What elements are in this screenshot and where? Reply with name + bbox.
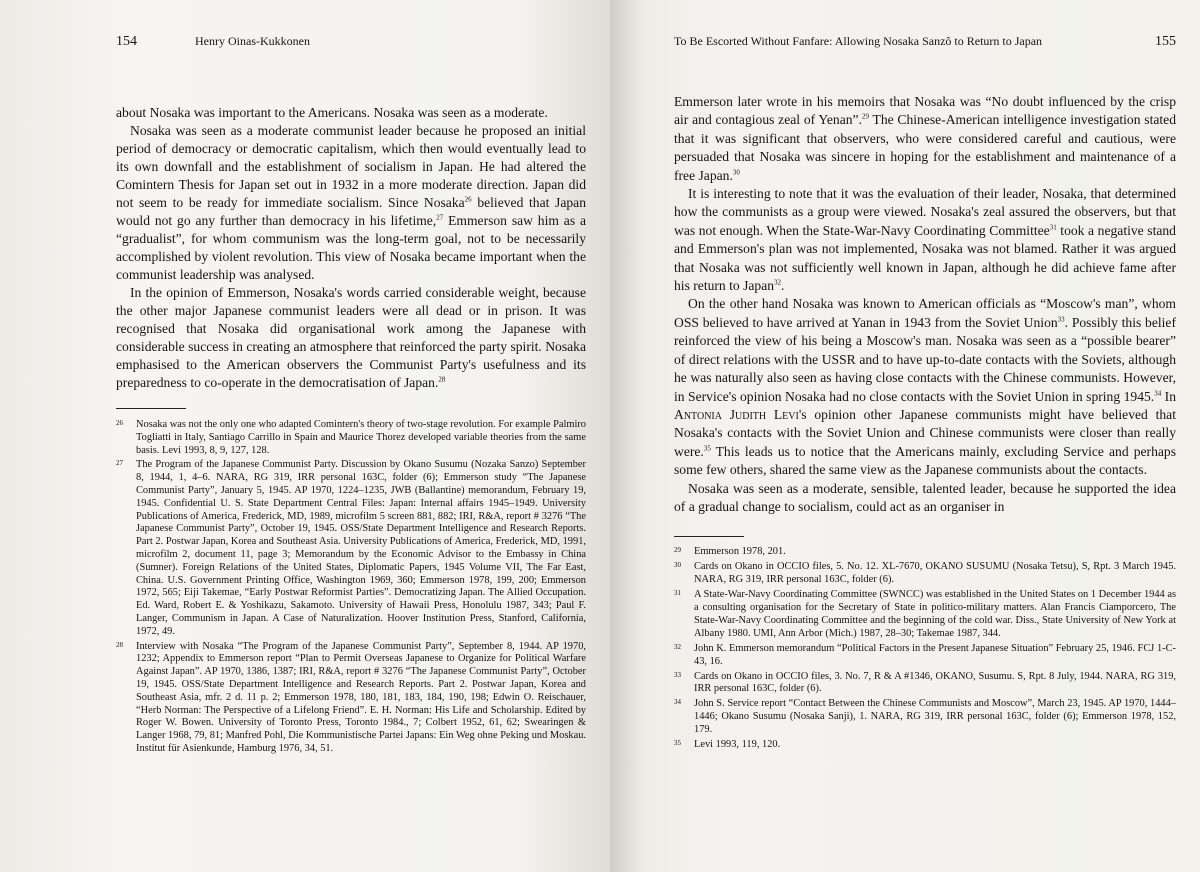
footnote-ref-33: 33 xyxy=(1057,315,1065,324)
footnote-33 xyxy=(674,671,1176,697)
footnote-text: Levi 1993, 119, 120. xyxy=(694,739,781,751)
right-paragraph-3-part-1: On the other hand Nosaka was known to American officials as “Moscow's man”, whom OSS believed to have arrived at Yanan in 1943 from the Soviet Union xyxy=(674,296,1176,330)
footnote-number: 28 xyxy=(116,640,123,649)
right-paragraph-2-part-3: . xyxy=(781,278,785,294)
right-paragraph-1-part-2: The Chinese-American intelligence investigation stated that it was significant that observers, who were considered careful and cautious, were persuaded that Nosaka was sincere in hoping for the establishment and maintenance of a free Japan. xyxy=(674,112,1176,183)
footnote-ref-35: 35 xyxy=(703,444,711,453)
left-paragraph-3 xyxy=(116,284,586,392)
right-paragraph-3-part-3: In xyxy=(1161,388,1176,404)
right-paragraph-2-part-2: took a negative stand and Emmerson's plan was not implemented, Nosaka was not blamed. Rather it was argued that Nosaka was not sufficiently well known in Japan, although he did achieve fame after his return to Japan xyxy=(674,222,1176,294)
right-running-head xyxy=(674,34,1176,56)
right-paragraph-3-part-5: This leads us to notice that the Americans mainly, excluding Service and perhaps some few others, shared the same view as the Japanese communists about the contacts. xyxy=(674,443,1176,478)
footnote-text: Emmerson 1978, 201. xyxy=(694,546,786,558)
footnote-number: 27 xyxy=(116,459,123,468)
footnote-text: John S. Service report “Contact Between the Chinese Communists and Moscow”, March 23, 1945. AP 1970, 1444–1446; Okano Susumu (Nosaka Sanji), 1. NARA, RG 319, IRR personal 163C, folder (6); Emmerson 1978, 152, 179. xyxy=(694,698,1176,736)
footnote-29 xyxy=(674,546,1176,559)
footnote-number: 35 xyxy=(674,739,681,748)
footnote-ref-30: 30 xyxy=(732,168,740,177)
right-paragraph-3 xyxy=(674,295,1176,479)
left-paragraph-2-part-2: believed that Japan would not go any further than democracy in his lifetime, xyxy=(116,195,586,228)
footnote-ref-29: 29 xyxy=(861,112,869,121)
footnote-34 xyxy=(674,698,1176,737)
footnote-28 xyxy=(116,641,586,756)
left-body-text xyxy=(116,104,586,392)
left-paragraph-1: about Nosaka was important to the Americans. Nosaka was seen as a moderate. xyxy=(116,105,548,120)
footnote-31 xyxy=(674,589,1176,641)
footnote-32 xyxy=(674,643,1176,669)
right-paragraph-1 xyxy=(674,93,1176,185)
footnote-ref-31: 31 xyxy=(1049,223,1057,232)
footnote-ref-28: 28 xyxy=(438,375,446,384)
footnote-text: A State-War-Navy Coordinating Committee (SWNCC) was established in the United States on 1 December 1944 as a consulting organisation for the Secretary of State in politico-military matters. Alan Francis Ciamporcero, The State-War-Navy Coordinating Committee and the beginning of the cold war. Diss., State University of New York at Albany 1980. UMI, Ann Arbor (Mich.) 1987, 28–30; Takemae 1987, 344. xyxy=(694,589,1176,639)
left-footnote-rule xyxy=(116,408,186,409)
right-paragraph-1-part-1: Emmerson later wrote in his memoirs that Nosaka was “No doubt influenced by the crisp air and contagious zeal of Yenan”. xyxy=(674,94,1176,128)
footnote-text: John K. Emmerson memorandum “Political Factors in the Present Japanese Situation” February 25, 1946. FCJ 1-C-43, 16. xyxy=(694,642,1176,667)
right-page xyxy=(610,0,1200,872)
right-page-number: 155 xyxy=(1155,34,1176,49)
right-paragraph-3-author-name: Antonia Judith Levi xyxy=(674,406,799,422)
left-paragraph-2-part-1: Nosaka was seen as a moderate communist leader because he proposed an initial period of democracy or democratic capitalism, which then would eventually lead to its own downfall and the establishment of socialism in Japan. He had altered the Comintern Thesis for Japan set out in 1932 in a more moderate direction. Japan did not seem to be ready for immediate socialism. Since Nosaka xyxy=(116,123,586,210)
footnote-number: 31 xyxy=(674,589,681,598)
footnote-35 xyxy=(674,739,1176,752)
footnote-number: 34 xyxy=(674,698,681,707)
right-paragraph-4: Nosaka was seen as a moderate, sensible, talented leader, because he supported the idea of a gradual change to socialism, could act as an organiser in xyxy=(674,480,1176,514)
footnote-text: Cards on Okano in OCCIO files, 3. No. 7, R & A #1346, OKANO, Susumu. S, Rpt. 8 July, 1944. NARA, RG 319, IRR personal 163C, folder (6). xyxy=(694,670,1176,695)
footnote-ref-32: 32 xyxy=(774,278,782,287)
footnote-number: 26 xyxy=(116,419,123,427)
right-paragraph-2 xyxy=(674,185,1176,295)
footnote-ref-26: 26 xyxy=(464,195,472,204)
left-paragraph-2 xyxy=(116,122,586,284)
footnote-30 xyxy=(674,561,1176,587)
footnote-27 xyxy=(116,459,586,638)
right-footnote-rule xyxy=(674,536,744,537)
right-footnotes xyxy=(674,546,1176,752)
right-paragraph-2-part-1: It is interesting to note that it was the evaluation of their leader, Nosaka, that determined how the communists as a group were viewed. Nosaka's zeal assured the observers, but that was not enough. When the State-War-Navy Coordinating Committee xyxy=(674,186,1176,238)
footnote-number: 29 xyxy=(674,546,681,555)
footnote-number: 32 xyxy=(674,642,681,651)
left-paragraph-3-text: In the opinion of Emmerson, Nosaka's words carried considerable weight, because the other major Japanese communist leaders were all dead or in prison. It was recognised that Nosaka did organisational work among the Japanese with considerable success in creating an atmosphere that reinforced the party spirit. Nosaka emphasised to the American observers the Communist Party's usefulness and its preparedness to co-operate in the democratisation of Japan. xyxy=(116,285,586,390)
footnote-number: 30 xyxy=(674,561,681,570)
right-paragraph-3-part-2: . Possibly this belief reinforced the view of his being a Moscow's man. Nosaka was seen as a “possible bearer” of direct relations with the USSR and to have up-to-date contacts with the Soviets, although he was naturally also seen as having close contacts with the Chinese communists. However, in Service's opinion Nosaka had no close contacts with the Soviet Union in spring 1945. xyxy=(674,314,1176,404)
footnote-ref-27: 27 xyxy=(436,213,444,222)
left-running-head xyxy=(116,34,586,56)
left-running-head-author: Henry Oinas-Kukkonen xyxy=(195,34,310,48)
left-page-number: 154 xyxy=(116,34,137,49)
right-paragraph-3-part-4: 's opinion other Japanese communists might have believed that Nosaka's contacts with the Soviet Union and Chinese communists were closer than really were. xyxy=(674,406,1176,459)
footnote-text: Nosaka was not the only one who adapted Comintern's theory of two-stage revolution. For example Palmiro Togliatti in Italy, Santiago Carrillo in Spain and Maurice Thorez developed variable theories from the same basis. Levi 1993, 8, 9, 127, 128. xyxy=(136,419,586,456)
footnote-text: Interview with Nosaka “The Program of the Japanese Communist Party”, September 8, 1944. AP 1970, 1232; Appendix to Emmerson report “Plan to Permit Overseas Japanese to Organize for Political Warfare Against Japan”. AP 1970, 1386, 1387; IRI, R&A, report # 3276 “The Japanese Communist Party”, October 19, 1945. OSS/State Department Intelligence and Research Reports. Part 2. Postwar Japan, Korea and Southeast Asia, mfr. 2 d. 11 p. 2; Emmerson 1978, 180, 181, 183, 184, 190, 198; Edwin O. Reischauer, “Herb Norman: The Perspective of a Lifelong Friend”. E. H. Norman: His Life and Scholarship. Edited by Roger W. Bowen. University of Toronto Press, Toronto 1984., 7; Colbert 1952, 61, 62; Swearingen & Langer 1968, 79, 81; Manfred Pohl, Die Kommunistische Partei Japans: Ein Weg ohne Peking und Moskau. Institut für Asienkunde, Hamburg 1976, 34, 51. xyxy=(136,640,586,754)
footnote-ref-34: 34 xyxy=(1154,388,1162,397)
footnote-26 xyxy=(116,419,586,457)
left-footnotes xyxy=(116,419,586,756)
left-paragraph-2-part-3: Emmerson saw him as a “gradualist”, for whom communism was the long-term goal, not to be necessarily accomplished by violent revolution. This view of Nosaka became important when the communist leadership was analysed. xyxy=(116,213,586,282)
right-running-head-title: To Be Escorted Without Fanfare: Allowing Nosaka Sanzô to Return to Japan xyxy=(674,34,1043,48)
right-body-text xyxy=(674,93,1176,516)
footnote-number: 33 xyxy=(674,670,681,679)
footnote-text: Cards on Okano in OCCIO files, 5. No. 12. XL-7670, OKANO SUSUMU (Nosaka Tetsu), S, Rpt. 3 March 1945. NARA, RG 319, IRR personal 163C, folder (6). xyxy=(694,561,1176,586)
footnote-text: The Program of the Japanese Communist Party. Discussion by Okano Susumu (Nozaka Sanzo) September 8, 1944, 1, 4–6. NARA, RG 319, IRR personal 163C, folder (6); Emmerson study “The Japanese Communist Party”, January 5, 1945. AP 1970, 1224–1235, JWB (Ballantine) memorandum, February 19, 1945. Confidential U. S. State Department Central Files: Japan: Internal affairs 1945–1949. University Publications of America, Frederick, MD, 1989, microfilm 5 screen 881, 882; IRI, R&A, report # 3276 “The Japanese Communist Party”, October 19, 1945. OSS/State Department Intelligence and Research Reports. Part 2. Postwar Japan, Korea and Southeast Asia. University Publications of America, Frederick, MD, 1991, microfilm 2, document 11, page 3; Memorandum by the Economic Advisor to the Embassy in China (Sumner). Foreign Relations of the United States, Diplomatic Papers, 1945 Volume VII, The Far East, China. U.S. Government Printing Office, Washington 1969, 360; Emmerson 1978, 199, 200; Emmerson 1972, 565; Eiji Takemae, “Early Postwar Reformist Parties”. Democratizing Japan. The Allied Occupation. Ed. Ward, Robert E. & Yoshikazu, Sakamoto. University of Hawaii Press, Honolulu 1987, 343; Paul F. Langer, Communism in Japan. A Case of Naturalization. Hoover Institution Press, Stanford, California, 1972, 49. xyxy=(136,459,586,637)
